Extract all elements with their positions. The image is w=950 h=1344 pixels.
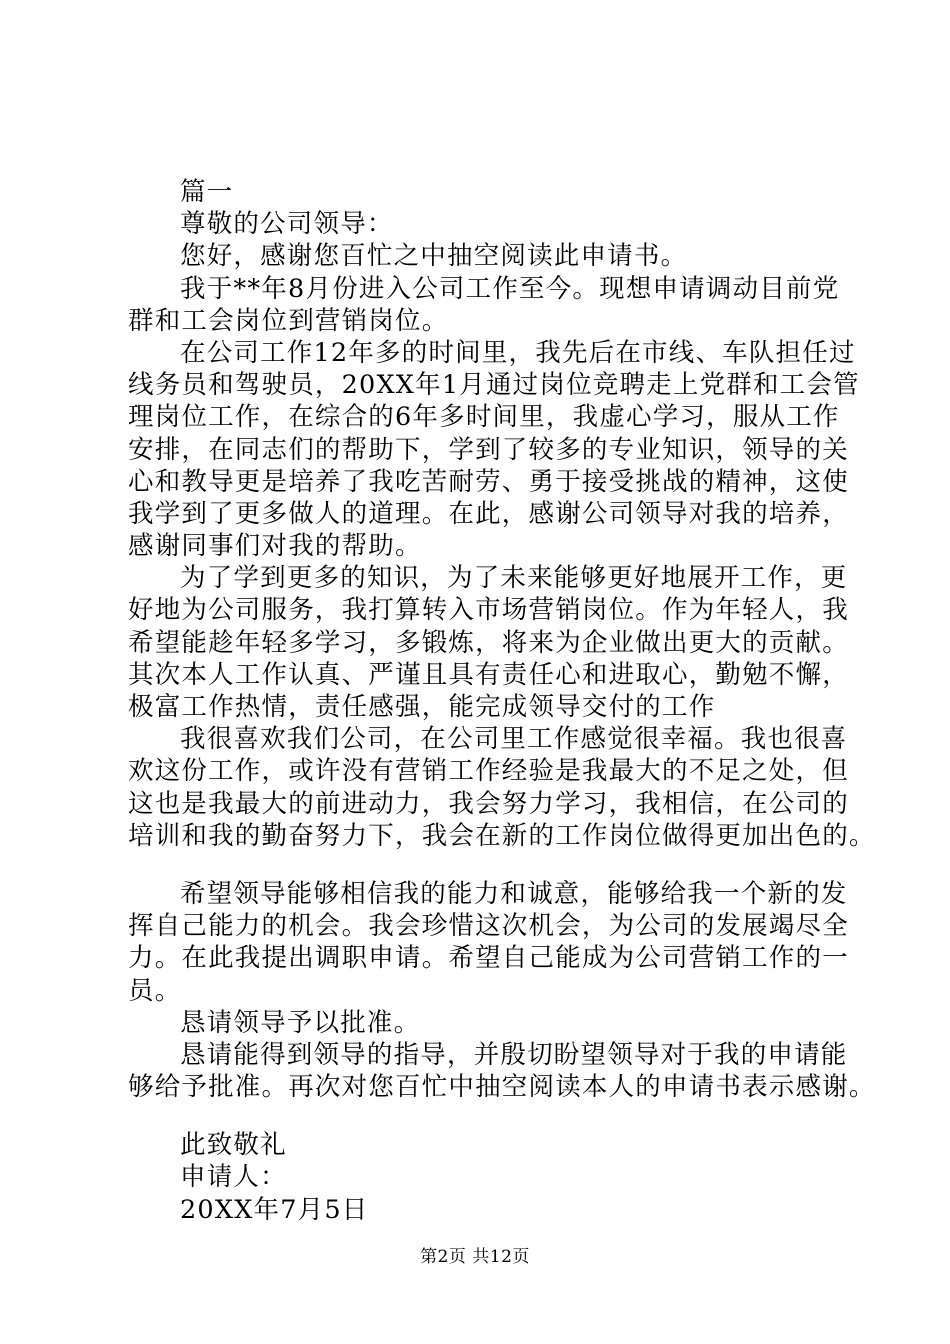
greeting: 您好，感谢您百忙之中抽空阅读此申请书。 (180, 241, 688, 272)
paragraph-line: 挥自己能力的机会。我会珍惜这次机会，为公司的发展竭尽全 (128, 911, 849, 942)
paragraph-5 (128, 878, 850, 1007)
paragraph-line: 我学到了更多做人的道理。在此，感谢公司领导对我的培养， (128, 498, 849, 529)
paragraph-3 (128, 562, 850, 723)
paragraph-line: 够给予批准。再次对您百忙中抽空阅读本人的申请书表示感谢。 (128, 1072, 876, 1103)
paragraph-line: 我很喜欢我们公司，在公司里工作感觉很幸福。我也很喜 (180, 724, 848, 755)
paragraph-1 (128, 273, 850, 337)
blank-line (128, 1103, 850, 1129)
paragraph-line: 好地为公司服务，我打算转入市场营销岗位。作为年轻人，我 (128, 595, 849, 626)
page-footer: 第2页 共12页 (420, 1247, 530, 1267)
paragraph-line: 希望领导能够相信我的能力和诚意，能够给我一个新的发 (180, 878, 848, 909)
blank-line (128, 852, 850, 878)
paragraph-line: 培训和我的勤奋努力下，我会在新的工作岗位做得更加出色的。 (128, 820, 876, 851)
paragraph-line: 群和工会岗位到营销岗位。 (128, 305, 449, 336)
request-approval: 恳请领导予以批准。 (180, 1007, 421, 1038)
paragraph-line: 在公司工作12年多的时间里，我先后在市线、车队担任过 (180, 337, 856, 368)
paragraph-line: 心和教导更是培养了我吃苦耐劳、勇于接受挑战的精神，这使 (128, 466, 849, 497)
document-body (128, 176, 876, 1226)
closing: 此致敬礼 (180, 1130, 287, 1161)
paragraph-line: 希望能趁年轻多学习，多锻炼，将来为企业做出更大的贡献。 (128, 627, 849, 658)
paragraph-line: 恳请能得到领导的指导，并殷切盼望领导对于我的申请能 (180, 1039, 848, 1070)
paragraph-4 (128, 723, 876, 852)
paragraph-line: 力。在此我提出调职申请。希望自己能成为公司营销工作的一 (128, 943, 849, 974)
date: 20XX年7月5日 (180, 1194, 369, 1225)
paragraph-line: 欢这份工作，或许没有营销工作经验是我最大的不足之处，但 (128, 756, 849, 787)
paragraph-line: 其次本人工作认真、严谨且具有责任心和进取心，勤勉不懈， (128, 659, 849, 690)
paragraph-2 (128, 337, 860, 562)
section-heading: 篇一 (180, 177, 234, 207)
paragraph-line: 我于**年8月份进入公司工作至今。现想申请调动目前党 (180, 273, 840, 304)
applicant-label: 申请人： (180, 1162, 287, 1193)
paragraph-line: 员。 (128, 975, 182, 1006)
salutation: 尊敬的公司领导： (180, 209, 394, 240)
paragraph-line: 理岗位工作，在综合的6年多时间里，我虚心学习，服从工作 (128, 402, 840, 433)
paragraph-7 (128, 1039, 876, 1103)
paragraph-line: 这也是我最大的前进动力，我会努力学习，我相信，在公司的 (128, 788, 849, 819)
paragraph-line: 极富工作热情，责任感强，能完成领导交付的工作 (128, 692, 716, 722)
paragraph-line: 线务员和驾驶员，20XX年1月通过岗位竞聘走上党群和工会管 (128, 370, 860, 401)
paragraph-line: 感谢同事们对我的帮助。 (128, 531, 422, 562)
paragraph-line: 为了学到更多的知识，为了未来能够更好地展开工作，更 (180, 563, 848, 594)
paragraph-line: 安排，在同志们的帮助下，学到了较多的专业知识，领导的关 (128, 434, 849, 465)
